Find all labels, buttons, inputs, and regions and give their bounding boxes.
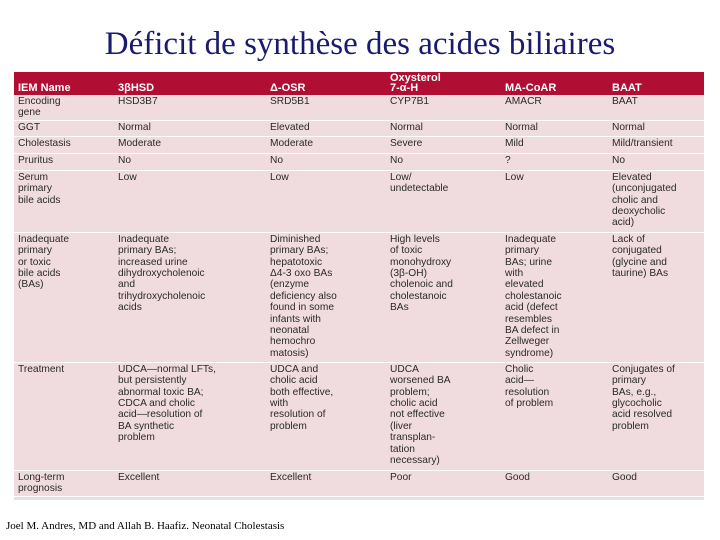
row-label-cell: Encoding gene (18, 96, 61, 119)
row-label-cell: Pruritus (18, 154, 54, 166)
table-row (14, 170, 704, 232)
table-cell: HSD3B7 (118, 96, 158, 107)
table-row (14, 95, 704, 120)
table-cell: ? (505, 154, 511, 166)
table-cell: Mild/transient (612, 137, 673, 149)
table-cell: No (612, 154, 626, 166)
table-cell: AMACR (505, 96, 542, 107)
table-cell: Excellent (270, 471, 312, 483)
table-cell: CYP7B1 (390, 96, 430, 107)
row-label-cell: Treatment (18, 363, 65, 375)
table-cell: Elevated (unconjugated cholic and deoxycholic acid) (612, 171, 677, 229)
table-cell: Inadequate primary BAs; increased urine dihydroxycholenoic and trihydroxycholenoic acids (118, 233, 206, 314)
column-header: IEM Name (14, 72, 114, 95)
table-cell: Excellent (118, 471, 160, 483)
table-cell: Good (612, 471, 637, 483)
table-cell: Moderate (270, 137, 314, 149)
row-label-cell: Serum primary bile acids (18, 171, 61, 206)
table-cell: Good (505, 471, 530, 483)
table-cell: Low (505, 171, 524, 183)
table-cell: Poor (390, 471, 412, 483)
table-cell: Normal (612, 121, 645, 133)
row-label-cell: GGT (18, 121, 41, 133)
table-row (14, 470, 704, 496)
column-header: Δ-OSR (266, 72, 386, 95)
table-cell: Low (118, 171, 137, 183)
table-cell: BAAT (612, 96, 638, 107)
column-header: MA-CoAR (501, 72, 608, 95)
bile-acid-table (14, 72, 704, 497)
slide-title: Déficit de synthèse des acides biliaires (104, 26, 616, 62)
table-cell: High levels of toxic monohydroxy (3β-OH) cholenoic and cholestanoic BAs (390, 233, 453, 314)
column-header: 3βHSD (114, 72, 266, 95)
column-header: BAAT (608, 72, 704, 95)
table-cell: Normal (118, 121, 151, 133)
table-row (14, 362, 704, 470)
table-cell: No (118, 154, 132, 166)
table-cell: UDCA and cholic acid both effective, with resolution of problem (270, 363, 334, 432)
table-cell: Normal (505, 121, 538, 133)
table-cell: Elevated (270, 121, 310, 133)
table-cell: No (270, 154, 284, 166)
row-label-cell: Cholestasis (18, 137, 71, 149)
table-header-row (14, 72, 704, 95)
table-cell: Cholic acid— resolution of problem (505, 363, 554, 410)
table-cell: UDCA worsened BA problem; cholic acid not effective (liver transplan- tation necessary) (390, 363, 451, 467)
table-cell: Diminished primary BAs; hepatotoxic Δ4-3 oxo BAs (enzyme deficiency also found in some infants with neonatal hemochro matosis) (270, 233, 337, 359)
table-cell: UDCA—normal LFTs, but persistently abnormal toxic BA; CDCA and cholic acid—resolution of BA synthetic problem (118, 363, 216, 444)
row-label-cell: Inadequate primary or toxic bile acids (BAs) (18, 233, 69, 291)
table-cell: Moderate (118, 137, 162, 149)
table-cell: No (390, 154, 404, 166)
table-cell: Mild (505, 137, 524, 149)
bile-acid-table-image (14, 72, 704, 500)
table-row (14, 136, 704, 153)
table-cell: Severe (390, 137, 423, 149)
table-cell: Normal (390, 121, 423, 133)
table-cell: Low/ undetectable (390, 171, 449, 195)
table-cell: SRD5B1 (270, 96, 310, 107)
table-cell: Low (270, 171, 289, 183)
table-row (14, 232, 704, 362)
table-cell: Conjugates of primary BAs, e.g., glycocholic acid resolved problem (612, 363, 675, 432)
citation-footer: Joel M. Andres, MD and Allah B. Haafiz. Neonatal Cholestasis (6, 520, 285, 532)
table-row (14, 153, 704, 170)
table-row (14, 120, 704, 136)
row-label-cell: Long-term prognosis (18, 471, 65, 495)
table-cell: Inadequate primary BAs; urine with elevated cholestanoic acid (defect resembles BA defect in Zellweger syndrome) (505, 233, 562, 359)
table-cell: Lack of conjugated (glycine and taurine) BAs (612, 233, 669, 280)
column-header: Oxysterol 7-α-H (386, 72, 501, 95)
